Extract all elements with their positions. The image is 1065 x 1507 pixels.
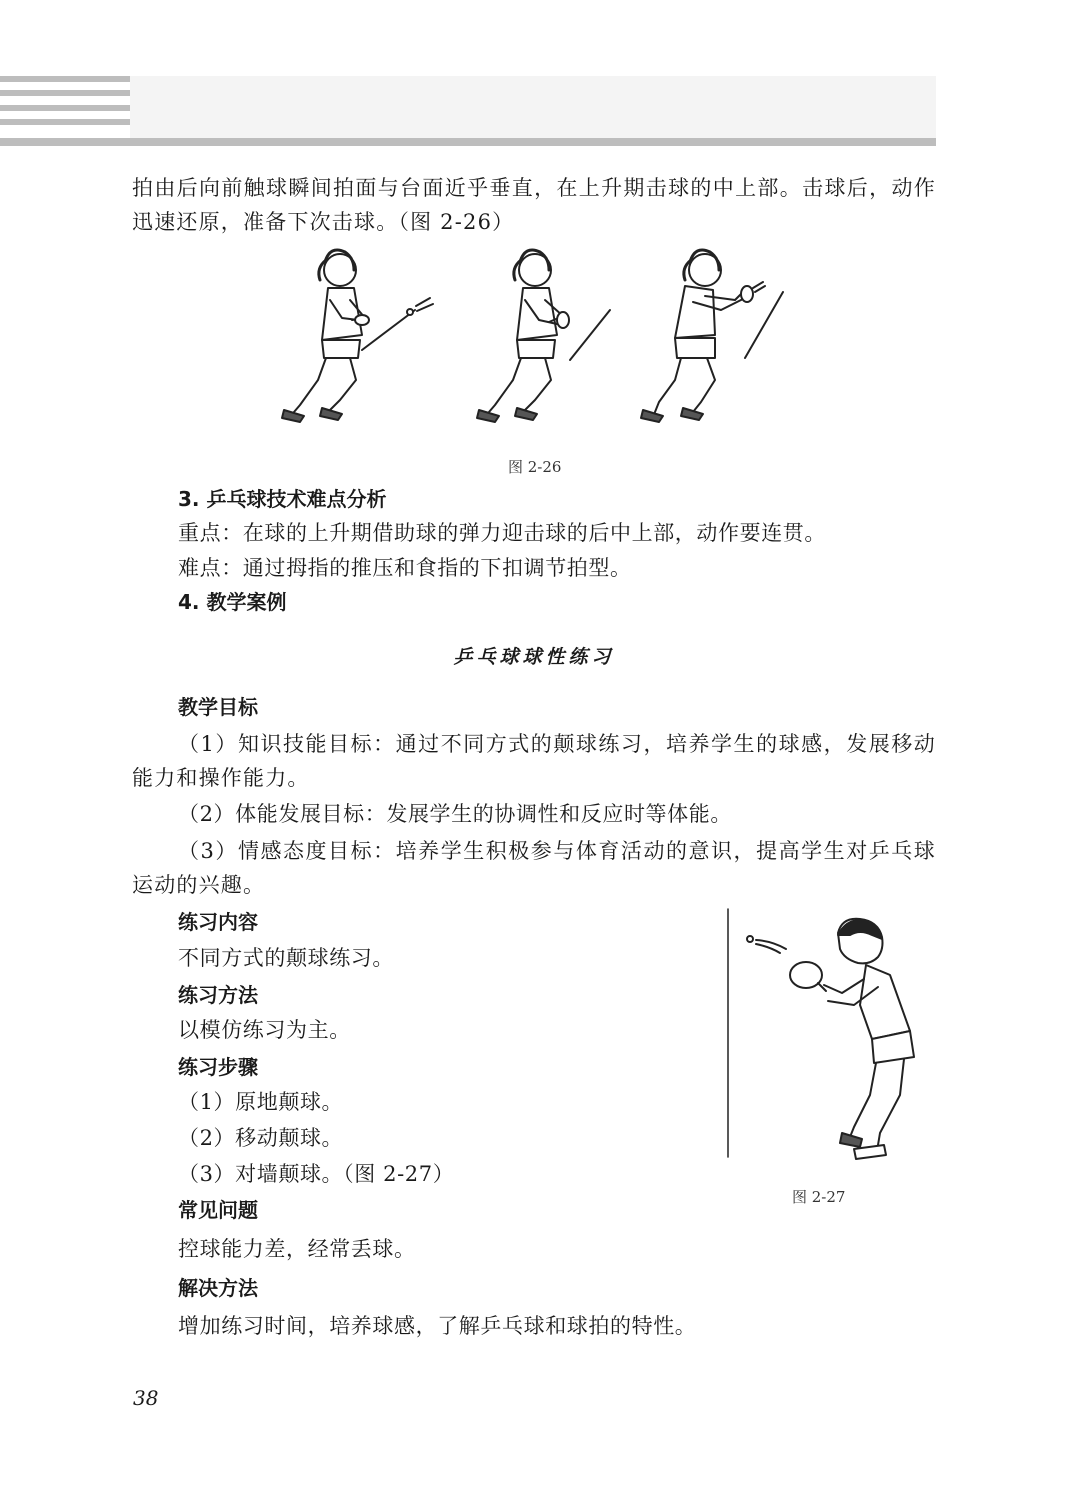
goal-item-2: （2）体能发展目标：发展学生的协调性和反应时等体能。 [178, 802, 732, 826]
header-stripe [0, 76, 130, 82]
boy-figure [790, 919, 914, 1159]
solution-heading: 解决方法 [178, 1276, 258, 1300]
goals-heading: 教学目标 [178, 695, 258, 719]
content-text: 不同方式的颠球练习。 [178, 946, 394, 970]
method-text: 以模仿练习为主。 [178, 1018, 351, 1042]
figure-2-26-illustration [270, 240, 800, 440]
case-title: 乒乓球球性练习 [453, 646, 615, 668]
ball-motion-lines-stage-1 [416, 298, 433, 311]
steps-heading: 练习步骤 [178, 1055, 258, 1079]
content-heading: 练习内容 [178, 910, 258, 934]
figure-2-27-caption: 图 2-27 [792, 1188, 846, 1206]
goal-item-3: （3）情感态度目标：培养学生积极参与体育活动的意识，提高学生对乒乓球运动的兴趣。 [132, 839, 936, 897]
header-panel [130, 76, 936, 138]
player-figure-stage-1 [282, 250, 369, 422]
player-figure-stage-3 [641, 250, 783, 422]
page-number: 38 [133, 1386, 159, 1410]
header-rule [0, 138, 936, 146]
ball [747, 936, 753, 942]
figure-2-26-caption: 图 2-26 [508, 458, 562, 476]
method-heading: 练习方法 [178, 983, 258, 1007]
figure-2-27-illustration [720, 905, 930, 1170]
problems-text: 控球能力差，经常丢球。 [178, 1237, 416, 1261]
header-stripe [0, 90, 130, 96]
key-point-text: 重点：在球的上升期借助球的弹力迎击球的后中上部，动作要连贯。 [178, 521, 826, 545]
problems-heading: 常见问题 [178, 1198, 258, 1222]
goal-item-1: （1）知识技能目标：通过不同方式的颠球练习，培养学生的球感，发展移动能力和操作能力。 [132, 732, 936, 790]
ball-stage-1 [407, 309, 413, 315]
step-item: （1）原地颠球。 [178, 1090, 344, 1114]
intro-paragraph: 拍由后向前触球瞬间拍面与台面近乎垂直，在上升期击球的中上部。击球后，动作迅速还原，准备下次击球。（图 2-26） [132, 176, 936, 234]
section-4-heading: 4. 教学案例 [178, 590, 287, 614]
step-item: （3）对墙颠球。（图 2-27） [178, 1162, 455, 1186]
player-figure-stage-2 [477, 250, 610, 422]
trajectory-line-stage-1 [362, 310, 415, 350]
solution-text: 增加练习时间，培养球感，了解乒乓球和球拍的特性。 [178, 1314, 697, 1338]
ball-motion-lines [756, 940, 786, 953]
header-stripe [0, 119, 130, 125]
step-item: （2）移动颠球。 [178, 1126, 344, 1150]
difficulty-text: 难点：通过拇指的推压和食指的下扣调节拍型。 [178, 556, 632, 580]
section-3-heading: 3. 乒乓球技术难点分析 [178, 487, 387, 511]
header-stripe [0, 105, 130, 111]
